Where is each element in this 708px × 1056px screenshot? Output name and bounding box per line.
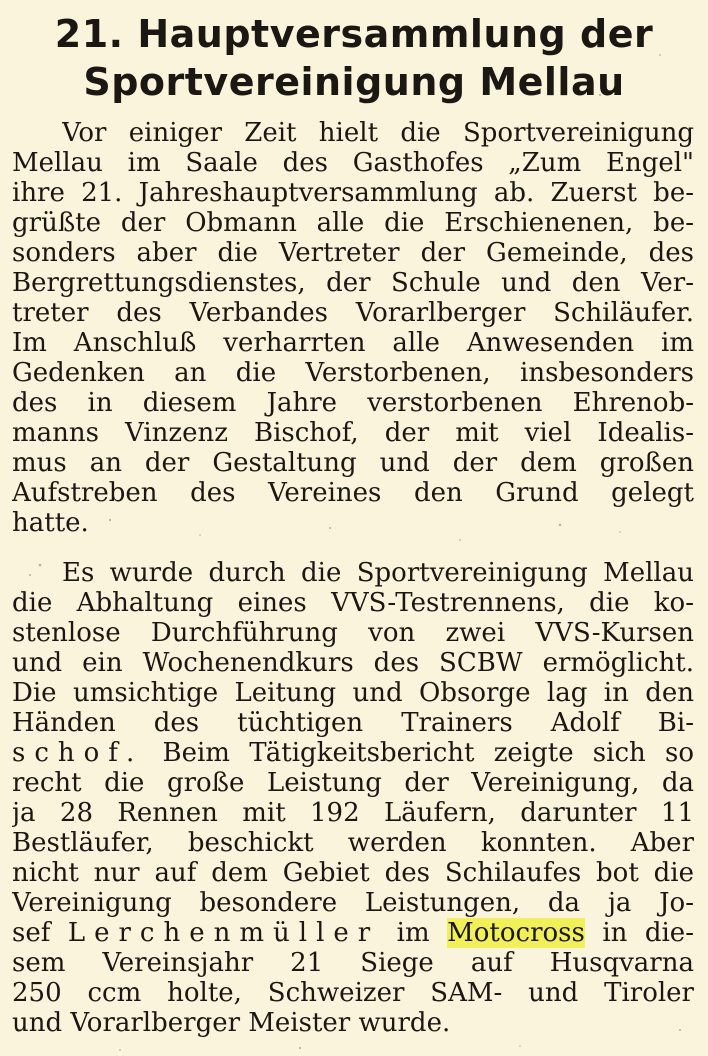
- text-line: und Vorarlberger Meister wurde.: [12, 1008, 451, 1038]
- text-line: die Abhaltung eines VVS-Testrennens, die ko-: [12, 588, 694, 618]
- text-line: Bestläufer, beschickt werden konnten. Aber: [12, 828, 694, 858]
- highlighted-word: Motocross: [447, 918, 585, 948]
- text-line: mus an der Gestaltung und der dem großen: [12, 448, 694, 478]
- text-run: sef: [12, 918, 68, 948]
- text-line: und ein Wochenendkurs des SCBW ermöglicht.: [12, 648, 694, 678]
- text-line: Im Anschluß verharrten alle Anwesenden im: [12, 328, 694, 358]
- text-line: treter des Verbandes Vorarlberger Schiläufer.: [12, 298, 694, 328]
- text-run: Beim Tätigkeitsbericht zeigte sich so: [143, 738, 694, 768]
- text-line: Händen des tüchtigen Trainers Adolf Bi-: [12, 708, 694, 738]
- text-line: Die umsichtige Leitung und Obsorge lag in den: [12, 678, 694, 708]
- text-line: hatte.: [12, 508, 89, 538]
- text-run: in die-: [584, 918, 694, 948]
- spaced-name: schof.: [12, 738, 144, 768]
- headline-line-1: 21. Hauptversammlung der: [54, 12, 654, 56]
- spaced-name: Lerchenmüller: [67, 918, 380, 948]
- text-line: Vor einiger Zeit hielt die Sportvereinigung: [62, 118, 694, 148]
- text-line: sonders aber die Vertreter der Gemeinde, des: [12, 238, 694, 268]
- text-line: [12, 918, 694, 948]
- text-line: grüßte der Obmann alle die Erschienenen, be-: [12, 208, 694, 238]
- text-line: Aufstreben des Vereines den Grund gelegt: [12, 478, 694, 508]
- text-line: manns Vinzenz Bischof, der mit viel Idealis-: [12, 418, 694, 448]
- text-line: recht die große Leistung der Vereinigung, da: [12, 768, 694, 798]
- text-line: Gedenken an die Verstorbenen, insbesonders: [12, 358, 694, 388]
- text-run: im: [379, 918, 448, 948]
- headline-line-2: Sportvereinigung Mellau: [83, 60, 625, 104]
- text-line: ihre 21. Jahreshauptversammlung ab. Zuerst be-: [12, 178, 694, 208]
- text-line: 250 ccm holte, Schweizer SAM- und Tiroler: [12, 978, 694, 1008]
- text-line: stenlose Durchführung von zwei VVS-Kursen: [12, 618, 694, 648]
- text-line: sem Vereinsjahr 21 Siege auf Husqvarna: [12, 948, 694, 978]
- text-line: [12, 738, 694, 768]
- text-line: Vereinigung besondere Leistungen, da ja Jo-: [12, 888, 694, 918]
- text-line: des in diesem Jahre verstorbenen Ehrenob-: [12, 388, 694, 418]
- text-line: nicht nur auf dem Gebiet des Schilaufes bot die: [12, 858, 694, 888]
- text-line: Es wurde durch die Sportvereinigung Mellau: [62, 558, 694, 588]
- text-line: Bergrettungsdienstes, der Schule und den Ver-: [12, 268, 694, 298]
- text-line: ja 28 Rennen mit 192 Läufern, darunter 11: [12, 798, 694, 828]
- text-line: Mellau im Saale des Gasthofes „Zum Engel": [12, 148, 694, 178]
